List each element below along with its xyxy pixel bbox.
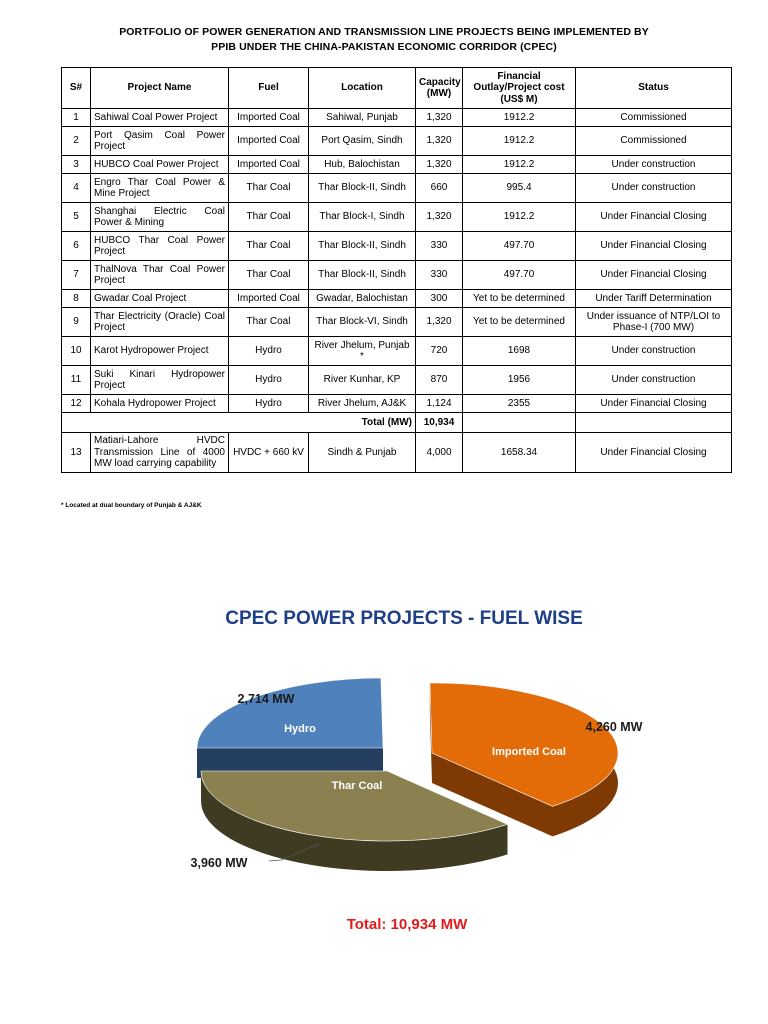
cell-sno: 2 <box>62 127 91 156</box>
cell-name: Sahiwal Coal Power Project <box>91 109 229 127</box>
cell-status: Under construction <box>576 337 732 366</box>
chart-title: CPEC POWER PROJECTS - FUEL WISE <box>225 608 583 629</box>
projects-table <box>61 67 732 473</box>
table-row <box>62 127 732 156</box>
total-empty-cell <box>463 413 576 433</box>
col-header-cost: Financial Outlay/Project cost (US$ M) <box>463 68 576 109</box>
cell-location: Hub, Balochistan <box>309 156 416 174</box>
cell-cost: 1698 <box>463 337 576 366</box>
cell-capacity: 1,320 <box>416 127 463 156</box>
cell-name: Matiari-Lahore HVDC Transmission Line of 4000 MW load carrying capability <box>91 433 229 473</box>
cell-fuel: Hydro <box>229 395 309 413</box>
cell-status: Under construction <box>576 156 732 174</box>
cell-status: Under construction <box>576 366 732 395</box>
cell-status: Under construction <box>576 174 732 203</box>
cell-fuel: Imported Coal <box>229 109 309 127</box>
cell-cost: 497.70 <box>463 261 576 290</box>
table-row <box>62 232 732 261</box>
cell-fuel: Thar Coal <box>229 203 309 232</box>
cell-fuel: Thar Coal <box>229 261 309 290</box>
pie-chart-svg <box>0 590 768 950</box>
pie-slice-value-label: 2,714 MW <box>237 692 295 706</box>
cell-fuel: Thar Coal <box>229 308 309 337</box>
cell-capacity: 1,124 <box>416 395 463 413</box>
table-row <box>62 174 732 203</box>
cell-capacity: 720 <box>416 337 463 366</box>
total-label: Total (MW) <box>62 413 416 433</box>
cell-name: ThalNova Thar Coal Power Project <box>91 261 229 290</box>
cell-name: Karot Hydropower Project <box>91 337 229 366</box>
pie-slice-value-label: 4,260 MW <box>585 720 643 734</box>
cell-capacity: 1,320 <box>416 156 463 174</box>
col-header-fuel: Fuel <box>229 68 309 109</box>
cell-cost: 2355 <box>463 395 576 413</box>
cell-name: Port Qasim Coal Power Project <box>91 127 229 156</box>
cell-name: Engro Thar Coal Power & Mine Project <box>91 174 229 203</box>
cell-cost: 1912.2 <box>463 127 576 156</box>
col-header-name: Project Name <box>91 68 229 109</box>
cell-name: Kohala Hydropower Project <box>91 395 229 413</box>
footnote: * Located at dual boundary of Punjab & AJ&K <box>61 502 202 509</box>
cell-fuel: Thar Coal <box>229 232 309 261</box>
cell-cost: Yet to be determined <box>463 290 576 308</box>
cell-fuel: Imported Coal <box>229 127 309 156</box>
cell-status: Under Financial Closing <box>576 203 732 232</box>
table-row <box>62 366 732 395</box>
table-row <box>62 290 732 308</box>
cell-location: Thar Block-II, Sindh <box>309 174 416 203</box>
cell-status: Under Financial Closing <box>576 232 732 261</box>
cell-sno: 3 <box>62 156 91 174</box>
cell-sno: 7 <box>62 261 91 290</box>
cell-location: River Jhelum, Punjab * <box>309 337 416 366</box>
pie-slice-label: Imported Coal <box>492 746 566 758</box>
cell-status: Under issuance of NTP/LOI to Phase-I (700 MW) <box>576 308 732 337</box>
cell-sno: 10 <box>62 337 91 366</box>
cell-capacity: 330 <box>416 232 463 261</box>
cell-location: Port Qasim, Sindh <box>309 127 416 156</box>
fuel-pie-chart <box>0 590 768 950</box>
cell-fuel: Hydro <box>229 366 309 395</box>
col-header-capacity: Capacity (MW) <box>416 68 463 109</box>
table-row <box>62 433 732 473</box>
cell-status: Under Financial Closing <box>576 261 732 290</box>
pie-slice-value-label: 3,960 MW <box>190 856 248 870</box>
cell-location: Thar Block-VI, Sindh <box>309 308 416 337</box>
cell-capacity: 330 <box>416 261 463 290</box>
cell-sno: 9 <box>62 308 91 337</box>
cell-sno: 8 <box>62 290 91 308</box>
cell-sno: 1 <box>62 109 91 127</box>
cell-name: Suki Kinari Hydropower Project <box>91 366 229 395</box>
cell-location: Thar Block-II, Sindh <box>309 261 416 290</box>
cell-sno: 13 <box>62 433 91 473</box>
document-title <box>0 25 768 55</box>
cell-fuel: Imported Coal <box>229 156 309 174</box>
pie-group <box>191 678 643 871</box>
cell-name: Thar Electricity (Oracle) Coal Project <box>91 308 229 337</box>
cell-location: River Kunhar, KP <box>309 366 416 395</box>
total-row <box>62 413 732 433</box>
cell-cost: 1658.34 <box>463 433 576 473</box>
pie-slice-label: Hydro <box>284 723 316 735</box>
cell-fuel: Imported Coal <box>229 290 309 308</box>
cell-location: Gwadar, Balochistan <box>309 290 416 308</box>
cell-capacity: 660 <box>416 174 463 203</box>
pie-slice-face <box>197 678 383 748</box>
col-header-sno: S# <box>62 68 91 109</box>
cell-fuel: HVDC + 660 kV <box>229 433 309 473</box>
cell-name: Shanghai Electric Coal Power & Mining <box>91 203 229 232</box>
cell-cost: 1912.2 <box>463 109 576 127</box>
cell-status: Under Financial Closing <box>576 395 732 413</box>
cell-location: Sahiwal, Punjab <box>309 109 416 127</box>
cell-cost: 1912.2 <box>463 156 576 174</box>
cell-cost: 497.70 <box>463 232 576 261</box>
cell-cost: 1956 <box>463 366 576 395</box>
title-line-2: PPIB UNDER THE CHINA-PAKISTAN ECONOMIC CORRIDOR (CPEC) <box>211 41 557 53</box>
cell-location: River Jhelum, AJ&K <box>309 395 416 413</box>
cell-capacity: 4,000 <box>416 433 463 473</box>
table-row <box>62 203 732 232</box>
table-row <box>62 395 732 413</box>
cell-name: Gwadar Coal Project <box>91 290 229 308</box>
cell-location: Thar Block-I, Sindh <box>309 203 416 232</box>
cell-capacity: 1,320 <box>416 109 463 127</box>
cell-sno: 6 <box>62 232 91 261</box>
cell-sno: 5 <box>62 203 91 232</box>
col-header-status: Status <box>576 68 732 109</box>
total-value: 10,934 <box>416 413 463 433</box>
cell-sno: 11 <box>62 366 91 395</box>
table-header-row <box>62 68 732 109</box>
cell-capacity: 1,320 <box>416 308 463 337</box>
table-row <box>62 308 732 337</box>
cell-cost: 995.4 <box>463 174 576 203</box>
cell-sno: 4 <box>62 174 91 203</box>
cell-cost: Yet to be determined <box>463 308 576 337</box>
table-row <box>62 337 732 366</box>
cell-location: Thar Block-II, Sindh <box>309 232 416 261</box>
cell-status: Under Tariff Determination <box>576 290 732 308</box>
cell-status: Commissioned <box>576 127 732 156</box>
cell-location: Sindh & Punjab <box>309 433 416 473</box>
table-row <box>62 261 732 290</box>
pie-slice-label: Thar Coal <box>331 780 383 792</box>
title-line-1: PORTFOLIO OF POWER GENERATION AND TRANSMISSION LINE PROJECTS BEING IMPLEMENTED BY <box>119 26 649 38</box>
cell-capacity: 1,320 <box>416 203 463 232</box>
chart-total-label: Total: 10,934 MW <box>346 916 468 933</box>
table-row <box>62 156 732 174</box>
cell-name: HUBCO Thar Coal Power Project <box>91 232 229 261</box>
total-empty-cell <box>576 413 732 433</box>
cell-fuel: Hydro <box>229 337 309 366</box>
cell-fuel: Thar Coal <box>229 174 309 203</box>
cell-cost: 1912.2 <box>463 203 576 232</box>
cell-name: HUBCO Coal Power Project <box>91 156 229 174</box>
table-row <box>62 109 732 127</box>
cell-status: Under Financial Closing <box>576 433 732 473</box>
cell-capacity: 870 <box>416 366 463 395</box>
cell-status: Commissioned <box>576 109 732 127</box>
col-header-location: Location <box>309 68 416 109</box>
cell-sno: 12 <box>62 395 91 413</box>
cell-capacity: 300 <box>416 290 463 308</box>
